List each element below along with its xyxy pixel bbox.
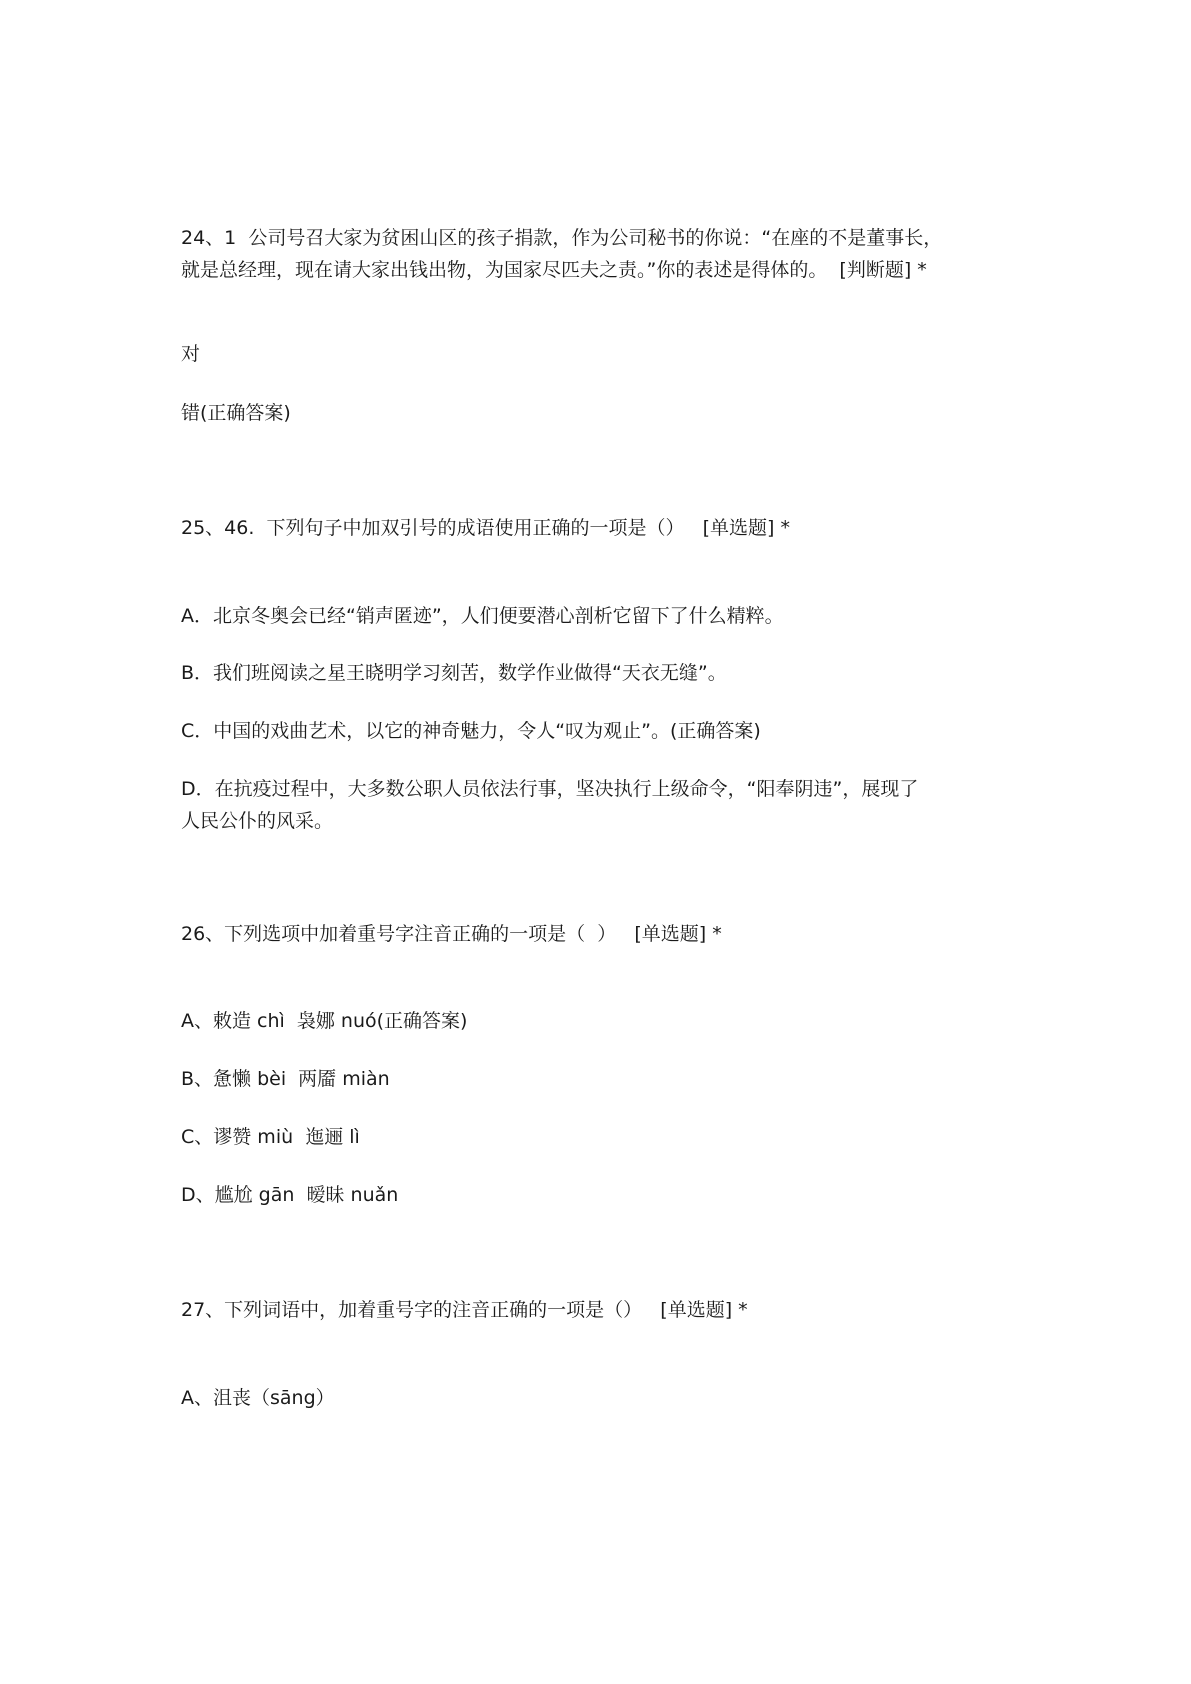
question-24-stem-line1: 24、1 公司号召大家为贫困山区的孩子捐款，作为公司秘书的你说：“在座的不是董事长，	[181, 227, 943, 249]
question-24-option-false[interactable]: 错(正确答案)	[181, 402, 291, 424]
question-25-option-b[interactable]: B．我们班阅读之星王晓明学习刻苦，数学作业做得“天衣无缝”。	[181, 662, 727, 684]
question-27-option-a[interactable]: A、沮丧（sāng）	[181, 1387, 335, 1409]
question-26-option-a[interactable]: A、敕造 chì 袅娜 nuó(正确答案)	[181, 1010, 468, 1032]
question-25-option-c[interactable]: C．中国的戏曲艺术，以它的神奇魅力，令人“叹为观止”。(正确答案)	[181, 720, 761, 742]
question-25-option-a[interactable]: A．北京冬奥会已经“销声匿迹”，人们便要潜心剖析它留下了什么精粹。	[181, 605, 784, 627]
question-26-option-d[interactable]: D、尴尬 gān 暧昧 nuǎn	[181, 1184, 399, 1206]
question-24-stem-line2: 就是总经理，现在请大家出钱出物，为国家尽匹夫之责。”你的表述是得体的。 [判断题] *	[181, 259, 927, 281]
question-24-option-true[interactable]: 对	[181, 343, 201, 365]
question-26-option-c[interactable]: C、谬赞 miù 迤逦 lì	[181, 1126, 360, 1148]
question-25-stem: 25、46. 下列句子中加双引号的成语使用正确的一项是（） [单选题] *	[181, 517, 790, 539]
question-27-stem: 27、下列词语中，加着重号字的注音正确的一项是（） [单选题] *	[181, 1299, 748, 1321]
question-25-option-d-line1[interactable]: D．在抗疫过程中，大多数公职人员依法行事，坚决执行上级命令，“阳奉阴违”，展现了	[181, 778, 919, 800]
question-26-stem: 26、下列选项中加着重号字注音正确的一项是（ ） [单选题] *	[181, 923, 722, 945]
question-25-option-d-line2[interactable]: 人民公仆的风采。	[181, 810, 334, 832]
question-26-option-b[interactable]: B、惫懒 bèi 两靥 miàn	[181, 1068, 390, 1090]
